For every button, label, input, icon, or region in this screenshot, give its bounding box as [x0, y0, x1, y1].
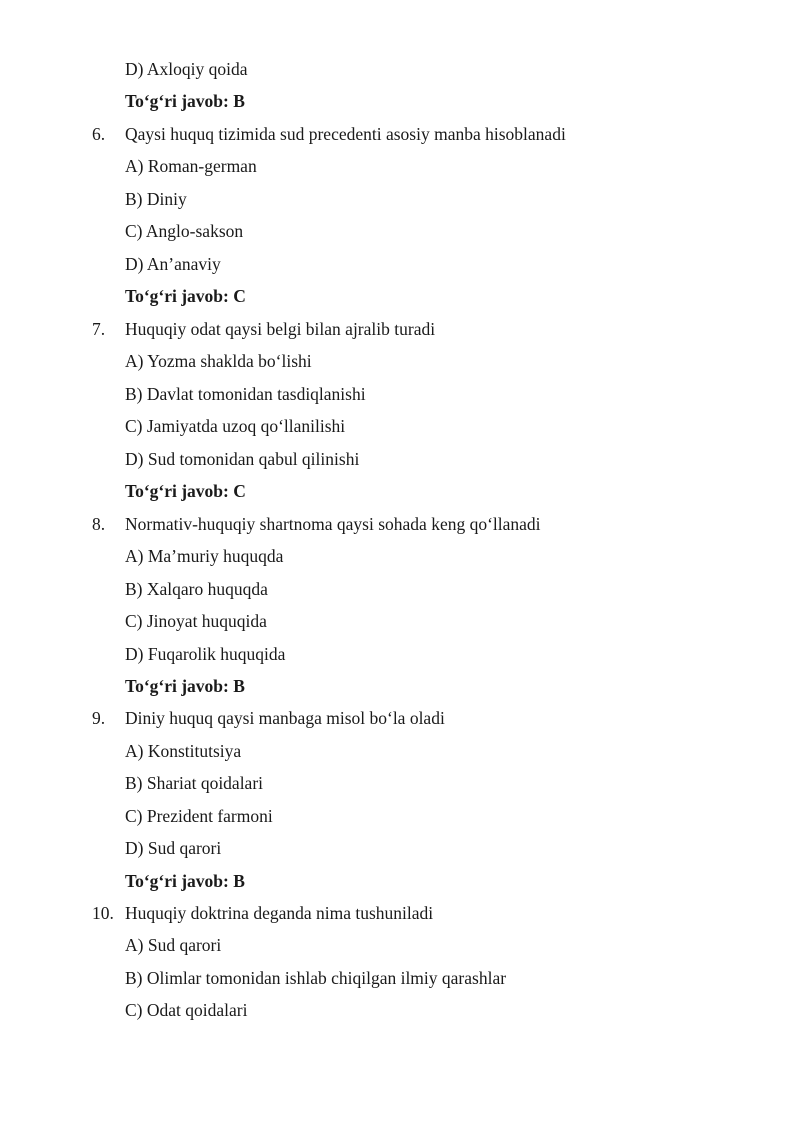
option-line: B) Diniy [125, 189, 187, 209]
option-line: D) An’anaviy [125, 254, 221, 274]
option-line: A) Roman-german [125, 156, 257, 176]
answer-line: To‘g‘ri javob: C [125, 481, 246, 501]
question-text: Qaysi huquq tizimida sud precedenti asosiy manba hisoblanadi [125, 124, 566, 144]
question-number: 6. [92, 124, 106, 144]
question-text: Huquqiy doktrina deganda nima tushuniladi [125, 903, 434, 923]
answer-line: To‘g‘ri javob: B [125, 91, 245, 111]
answer-line: To‘g‘ri javob: B [125, 676, 245, 696]
option-line: B) Olimlar tomonidan ishlab chiqilgan ilmiy qarashlar [125, 968, 507, 988]
question-text: Normativ-huquqiy shartnoma qaysi sohada keng qo‘llanadi [125, 514, 541, 534]
option-line: D) Sud qarori [125, 838, 222, 858]
option-line: A) Konstitutsiya [125, 741, 242, 761]
option-line: B) Shariat qoidalari [125, 773, 264, 793]
option-line: C) Prezident farmoni [125, 806, 273, 826]
option-line: D) Axloqiy qoida [125, 59, 248, 79]
option-line: D) Fuqarolik huquqida [125, 644, 286, 664]
option-line: A) Ma’muriy huquqda [125, 546, 284, 566]
option-line: B) Davlat tomonidan tasdiqlanishi [125, 384, 366, 404]
option-line: C) Anglo-sakson [125, 221, 244, 241]
option-line: A) Yozma shaklda bo‘lishi [125, 351, 312, 371]
option-line: D) Sud tomonidan qabul qilinishi [125, 449, 360, 469]
option-line: A) Sud qarori [125, 935, 222, 955]
answer-line: To‘g‘ri javob: C [125, 286, 246, 306]
question-number: 7. [92, 319, 106, 339]
question-text: Diniy huquq qaysi manbaga misol bo‘la oladi [125, 708, 445, 728]
option-line: B) Xalqaro huquqda [125, 579, 268, 599]
question-text: Huquqiy odat qaysi belgi bilan ajralib turadi [125, 319, 436, 339]
question-number: 9. [92, 708, 106, 728]
option-line: C) Odat qoidalari [125, 1000, 248, 1020]
option-line: C) Jinoyat huquqida [125, 611, 267, 631]
answer-line: To‘g‘ri javob: B [125, 871, 245, 891]
option-line: C) Jamiyatda uzoq qo‘llanilishi [125, 416, 346, 436]
question-number: 8. [92, 514, 106, 534]
question-number: 10. [92, 903, 114, 923]
